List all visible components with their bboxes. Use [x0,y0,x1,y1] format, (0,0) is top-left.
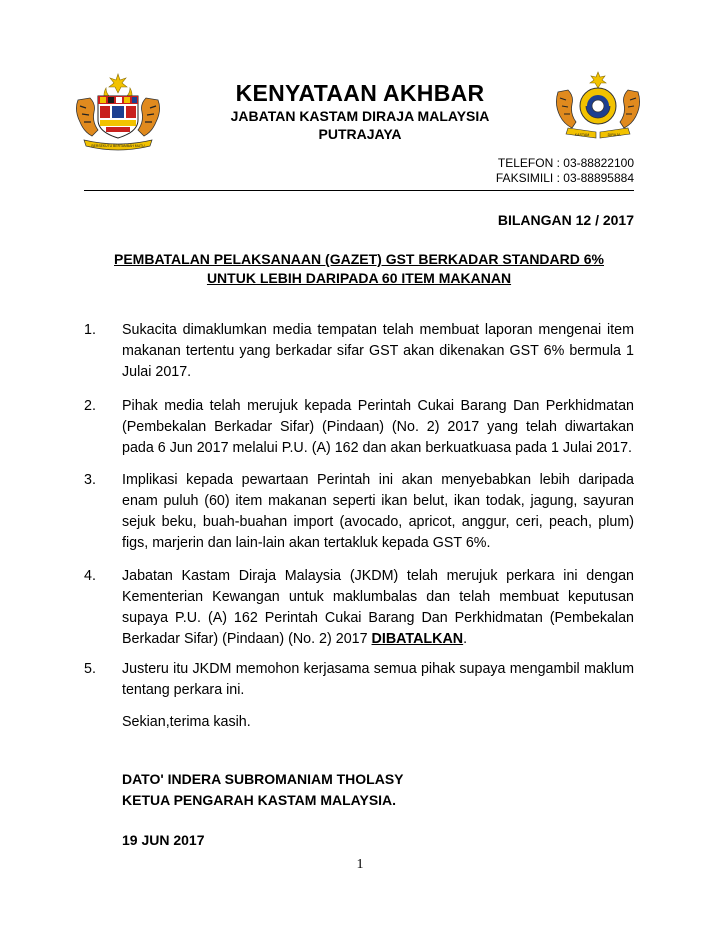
customs-emblem [552,70,644,142]
paragraph-text: Sukacita dimaklumkan media tempatan telah membuat laporan mengenai item makanan tertentu yang berkadar sifar GST akan dikenakan GST 6% bermula 1 Julai 2017. [122,322,634,380]
paragraph-5 [84,659,634,701]
department-name: JABATAN KASTAM DIRAJA MALAYSIA [230,108,490,124]
phone-label: TELEFON : [497,156,560,170]
signatory-name: DATO' INDERA SUBROMANIAM THOLASY [122,771,404,787]
fax-line [496,171,634,185]
paragraph-text: Pihak media telah merujuk kepada Perintah Cukai Barang Dan Perkhidmatan (Pembekalan Berkadar Sifar) (Pindaan) (No. 2) 2017 yang telah diwartakan pada 6 Jun 2017 melalui P.U. (A) 162 dan akan berkuatkuasa pada 1 Julai 2017. [122,398,634,456]
paragraph-number: 5. [84,661,96,677]
paragraph-1 [84,320,634,383]
paragraph-2 [84,396,634,459]
svg-text:BERSEKUTU BERTAMBAH MUTU: BERSEKUTU BERTAMBAH MUTU [91,144,145,148]
paragraph-number: 2. [84,398,96,414]
headline-line-1: PEMBATALAN PELAKSANAAN (GAZET) GST BERKADAR STANDARD 6% [114,251,604,267]
paragraph-text: Justeru itu JKDM memohon kerjasama semua pihak supaya mengambil maklum tentang perkara ini. [122,661,634,698]
department-city: PUTRAJAYA [318,126,402,142]
header-divider [84,190,634,191]
page-number: 1 [356,857,364,872]
headline-line-2: UNTUK LEBIH DARIPADA 60 ITEM MAKANAN [206,270,512,286]
fax-number: 03-88895884 [563,171,634,185]
paragraph-text: Implikasi kepada pewartaan Perintah ini akan menyebabkan lebih daripada enam puluh (60) item makanan seperti ikan belut, ikan todak, jagung, sayuran sejuk beku, buah-buahan import (avocado, apricot, anggur, ceri, peach, plum) figs, marjerin dan lain-lain akan tertakluk kepada GST 6%. [122,472,634,551]
reference-number: BILANGAN 12 / 2017 [497,212,634,228]
release-date: 19 JUN 2017 [122,832,205,848]
closing-text: Sekian,terima kasih. [122,714,251,730]
svg-text:KASTAM: KASTAM [574,133,590,137]
signatory-position: KETUA PENGARAH KASTAM MALAYSIA. [122,792,397,808]
svg-text:DIRAJA: DIRAJA [607,133,621,137]
paragraph-end: . [463,631,468,647]
phone-line [498,156,634,170]
paragraph-number: 1. [84,322,96,338]
paragraph-number: 4. [84,568,96,584]
paragraph-body: Jabatan Kastam Diraja Malaysia (JKDM) telah merujuk perkara ini dengan Kementerian Kewangan untuk maklumbalas dan telah membuat keputusan supaya P.U. (A) 162 Perintah Cukai Barang Dan Perkhidmatan (Pembekalan Berkadar Sifar) (Pindaan) (No. 2) 2017 [122,568,634,647]
fax-label: FAKSIMILI : [495,171,560,185]
paragraph-text [122,566,634,650]
page-title: KENYATAAN AKHBAR [235,80,485,106]
paragraph-3 [84,470,634,554]
phone-number: 03-88822100 [563,156,634,170]
paragraph-4 [84,566,634,650]
cancelled-emphasis: DIBATALKAN [371,631,464,647]
coat-of-arms-emblem [70,70,166,152]
paragraph-number: 3. [84,472,96,488]
